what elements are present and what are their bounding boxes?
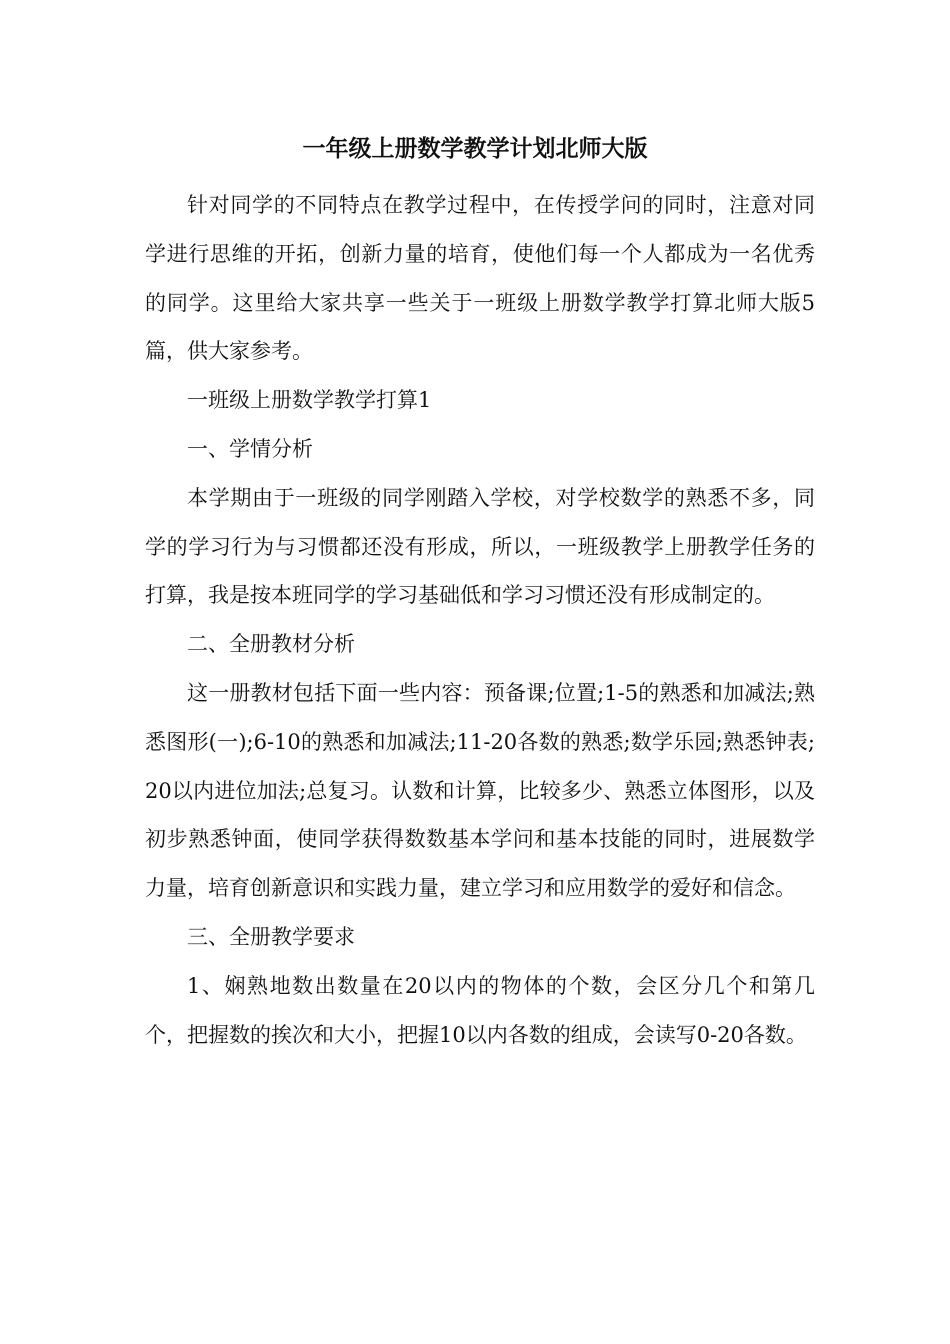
intro-paragraph: 针对同学的不同特点在教学过程中，在传授学问的同时，注意对同学进行思维的开拓，创新力量的培育，使他们每一个人都成为一名优秀的同学。这里给大家共享一些关于一班级上册数学教学打算北师大版5篇，供大家参考。 — [145, 193, 815, 364]
section-heading-analysis: 一、学情分析 — [187, 436, 313, 461]
analysis-paragraph: 本学期由于一班级的同学刚踏入学校，对学校数学的熟悉不多，同学的学习行为与习惯都还没有形成，所以，一班级教学上册教学任务的打算，我是按本班同学的学习基础低和学习习惯还没有形成制定的。 — [145, 485, 815, 608]
plan-heading-1: 一班级上册数学教学打算1 — [187, 388, 432, 413]
textbook-paragraph: 这一册教材包括下面一些内容：预备课;位置;1-5的熟悉和加减法;熟悉图形(一);6-10的熟悉和加减法;11-20各数的熟悉;数学乐园;熟悉钟表;20以内进位加法;总复习。认数和计算，比较多少、熟悉立体图形，以及初步熟悉钟面，使同学获得数数基本学问和基本技能的同时，进展数学力量，培育创新意识和实践力量，建立学习和应用数学的爱好和信念。 — [145, 680, 815, 901]
document-title: 一年级上册数学教学计划北师大版 — [302, 136, 648, 162]
requirement-item-1: 1、娴熟地数出数量在20以内的物体的个数，会区分几个和第几个，把握数的挨次和大小，把握10以内各数的组成，会读写0-20各数。 — [145, 973, 815, 1047]
document-body — [145, 181, 815, 1059]
section-heading-textbook: 二、全册教材分析 — [187, 632, 355, 657]
section-heading-requirements: 三、全册教学要求 — [187, 924, 355, 949]
